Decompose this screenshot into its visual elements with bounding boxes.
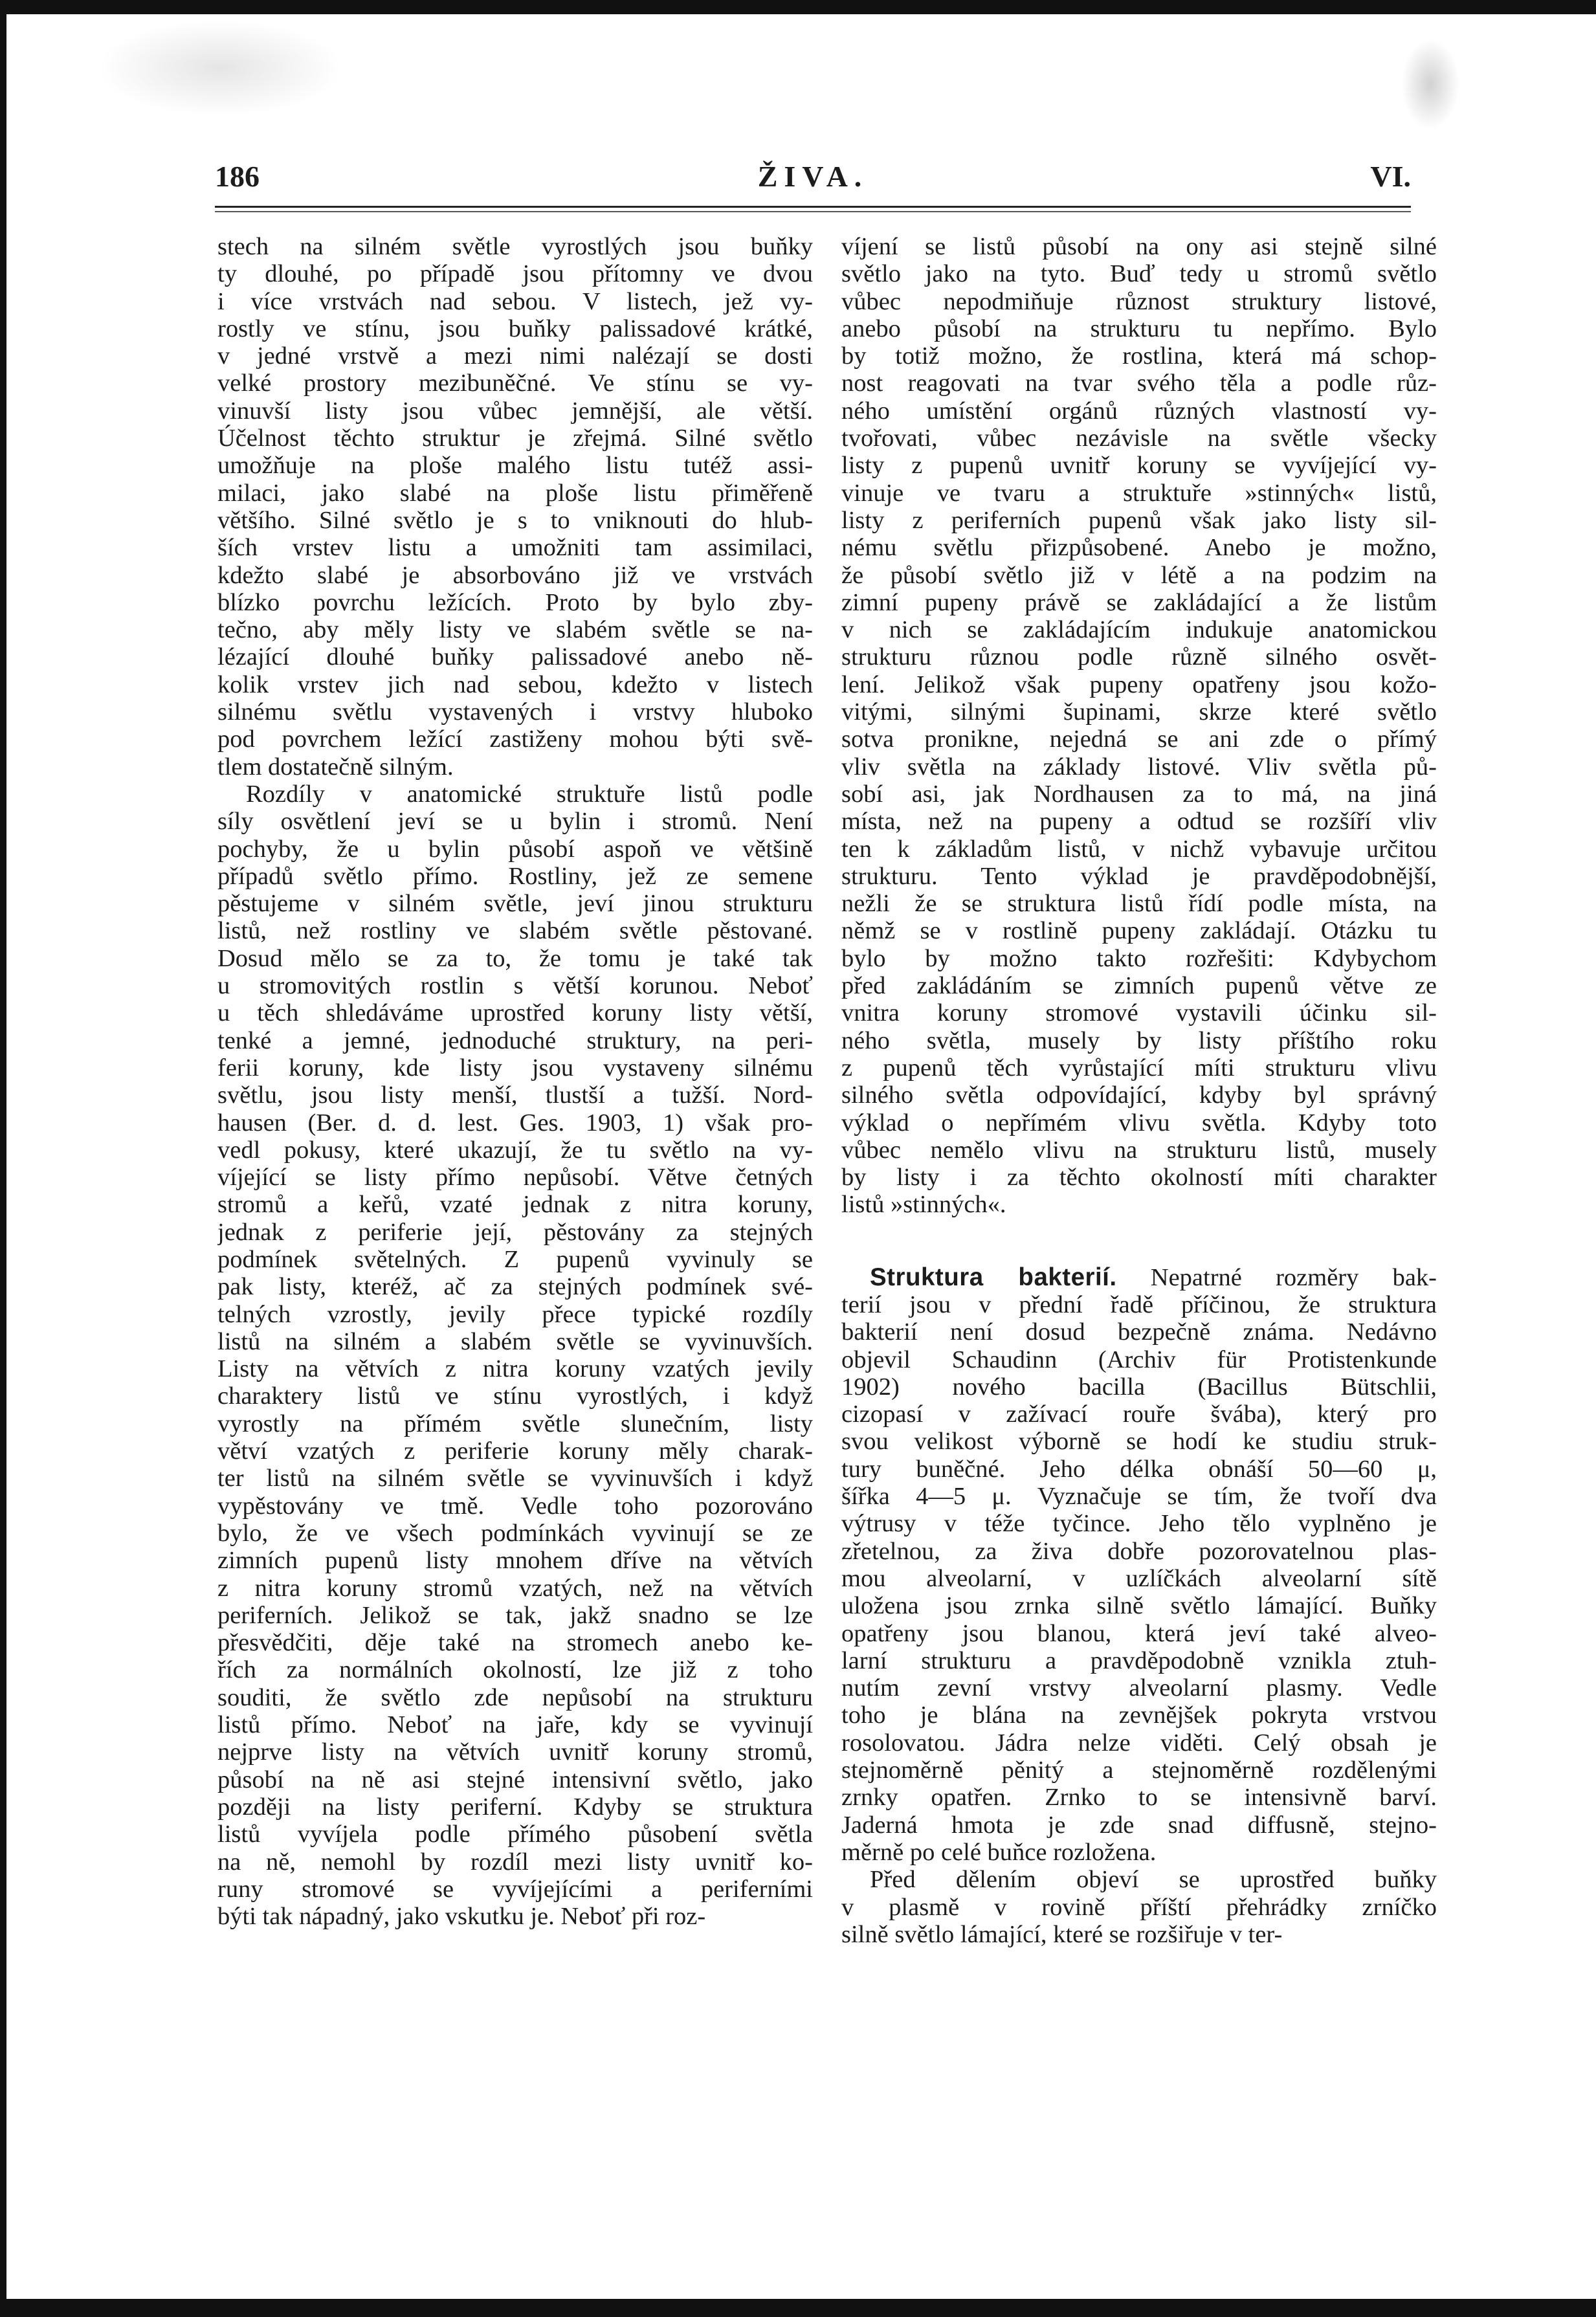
text-line: blízko povrchu ležících. Proto by bylo zby- <box>217 588 813 616</box>
text-line: nežli že se struktura listů řídí podle místa, na <box>841 890 1437 918</box>
text-line: přesvědčiti, děje také na stromech anebo ke- <box>217 1629 813 1657</box>
text-line: že působí světlo již v létě a na podzim na <box>841 561 1437 589</box>
text-line: většího. Silné světlo je s to vniknouti do hlub- <box>217 506 813 534</box>
volume-number: VI. <box>1370 160 1411 193</box>
text-line: toho je blána na zevnějšek pokryta vrstvou <box>841 1702 1437 1729</box>
text-line: později na listy periferní. Kdyby se struktura <box>217 1793 813 1821</box>
text-line: z nitra koruny stromů vzatých, než na větvích <box>217 1574 813 1602</box>
text-line: mou alveolarní, v uzlíčkách alveolarní sítě <box>841 1564 1437 1592</box>
text-line: němž se v rostlině pupeny zakládají. Otázku tu <box>841 917 1437 945</box>
journal-title: ŽIVA. <box>757 160 869 193</box>
text-line: tlem dostatečně silným. <box>217 753 454 781</box>
text-line: ného umístění orgánů různých vlastností vy- <box>841 397 1437 425</box>
text-line: runy stromové se vyvíjejícími a periferními <box>217 1875 813 1903</box>
text-line: ších vrstev listu a umožniti tam assimilaci, <box>217 534 813 562</box>
text-line: ferii koruny, kde listy jsou vystaveny silnému <box>217 1054 813 1081</box>
text-line: Účelnost těchto struktur je zřejmá. Silné světlo <box>217 425 813 452</box>
header-rule <box>215 206 1411 212</box>
text-line: tenké a jemné, jednoduché struktury, na peri- <box>217 1026 813 1054</box>
text-line: nejprve listy na větvích uvnitř koruny stromů, <box>217 1738 813 1766</box>
text-line: vůbec nepodmiňuje různost struktury listové, <box>841 287 1437 315</box>
page-number: 186 <box>215 160 260 193</box>
text-line: velké prostory mezibuněčné. Ve stínu se vy- <box>217 370 813 397</box>
text-line: řích za normálních okolností, lze již z toho <box>217 1656 813 1684</box>
text-line: ného světla, musely by listy příštího roku <box>841 1026 1437 1054</box>
text-line: tvořovati, vůbec nezávisle na světle všecky <box>841 425 1437 452</box>
text-line: víjející se listy přímo nepůsobí. Větve četných <box>217 1164 813 1192</box>
text-line: by totiž možno, že rostlina, která má schop- <box>841 342 1437 370</box>
text-line: listů přímo. Neboť na jaře, kdy se vyvinují <box>217 1711 813 1739</box>
text-line: zimních pupenů listy mnohem dříve na větvích <box>217 1547 813 1575</box>
text-line: vůbec nemělo vlivu na strukturu listů, musely <box>841 1136 1437 1164</box>
text-line: lézající dlouhé buňky palissadové anebo ně- <box>217 643 813 671</box>
text-line: vinuje ve tvaru a struktuře »stinných« listů, <box>841 479 1437 507</box>
text-line: strukturu. Tento výklad je pravděpodobnější, <box>841 862 1437 890</box>
text-line: nost reagovati na tvar svého těla a podle růz- <box>841 370 1437 397</box>
scan-border-left <box>0 0 6 2317</box>
text-line: Dosud mělo se za to, že tomu je také tak <box>217 944 813 972</box>
text-line: listy z periferních pupenů však jako listy sil- <box>841 506 1437 534</box>
text-line: síly osvětlení jeví se u bylin i stromů. Není <box>217 808 813 836</box>
text-line: silnému světlu vystavených i vrstvy hluboko <box>217 698 813 726</box>
text-line: podmínek světelných. Z pupenů vyvinuly se <box>217 1245 813 1273</box>
text-line: opatřeny jsou blanou, která jeví také alveo- <box>841 1619 1437 1647</box>
text-line: lení. Jelikož však pupeny opatřeny jsou kožo- <box>841 671 1437 698</box>
scan-border-top <box>0 0 1596 14</box>
text-line: zřetelnou, za živa dobře pozorovatelnou plas- <box>841 1537 1437 1565</box>
text-line: milaci, jako slabé na ploše listu přiměřeně <box>217 479 813 507</box>
text-line: rosolovatou. Jádra nelze viděti. Celý obsah je <box>841 1729 1437 1757</box>
text-line: býti tak nápadný, jako vskutku je. Neboť při roz- <box>217 1903 706 1931</box>
text-line: bylo, že ve všech podmínkách vyvinují se ze <box>217 1519 813 1547</box>
text-line: nému světlu přizpůsobené. Anebo je možno, <box>841 534 1437 562</box>
text-line: vedl pokusy, které ukazují, že tu světlo na vy- <box>217 1136 813 1164</box>
text-line: vnitra koruny stromové vystavili účinku sil- <box>841 999 1437 1027</box>
text-line: v jedné vrstvě a mezi nimi nalézají se dosti <box>217 342 813 370</box>
text-line: uložena jsou zrnka silně světlo lámající. Buňky <box>841 1592 1437 1620</box>
text-line: pod povrchem ležící zastiženy mohou býti svě- <box>217 726 813 753</box>
text-line: 1902) nového bacilla (Bacillus Bütschlii, <box>841 1373 1437 1401</box>
text-line: ter listů na silném světle se vyvinuvších i když <box>217 1465 813 1492</box>
text-line: larní strukturu a pravděpodobně vznikla ztuh- <box>841 1646 1437 1674</box>
text-line: pěstujeme v silném světle, jeví jinou strukturu <box>217 890 813 918</box>
text-line: charaktery listů ve stínu vyrostlých, i když <box>217 1382 813 1410</box>
section-heading: Struktura bakterií. <box>870 1263 1117 1291</box>
text-line: měrně po celé buňce rozložena. <box>841 1838 1157 1866</box>
text-line: sobí asi, jak Nordhausen za to má, na jiná <box>841 780 1437 808</box>
text-line: stech na silném světle vyrostlých jsou buňky <box>217 233 813 260</box>
text-line: světlo jako na tyto. Buď tedy u stromů světlo <box>841 260 1437 288</box>
text-line: objevil Schaudinn (Archiv für Protistenkunde <box>841 1346 1437 1373</box>
text-line: výklad o nepřímém vlivu světla. Kdyby toto <box>841 1109 1437 1136</box>
text-line: jednak z periferie její, pěstovány za stejných <box>217 1218 813 1246</box>
section-heading-line <box>841 1264 1437 1291</box>
text-line: ten k základům listů, v nichž vybavuje určitou <box>841 835 1437 863</box>
text-line: pak listy, kteréž, ač za stejných podmínek své- <box>217 1273 813 1301</box>
right-column <box>841 233 1437 2184</box>
text-line: stromů a keřů, vzaté jednak z nitra koruny, <box>217 1191 813 1219</box>
text-line: by listy i za těchto okolností míti charakter <box>841 1164 1437 1192</box>
text-line: ty dlouhé, po případě jsou přítomny ve dvou <box>217 260 813 288</box>
text-line: hausen (Ber. d. d. lest. Ges. 1903, 1) však pro- <box>217 1109 813 1136</box>
text-line: vliv světla na základy listové. Vliv světla pů- <box>841 753 1437 781</box>
text-line: listů vyvíjela podle přímého působení světla <box>217 1821 813 1848</box>
text-line: nutím zevní vrstvy alveolarní plasmy. Vedle <box>841 1674 1437 1702</box>
text-line: umožňuje na ploše malého listu tutéž assi- <box>217 452 813 480</box>
text-line: souditi, že světlo zde nepůsobí na strukturu <box>217 1683 813 1711</box>
text-line: telných vzrostly, jevily přece typické rozdíly <box>217 1300 813 1328</box>
text-line: listy z pupenů uvnitř koruny se vyvíjející vy- <box>841 452 1437 480</box>
text-line: světlu, jsou listy menší, tlustší a tužší. Nord- <box>217 1081 813 1109</box>
page-header <box>215 154 1411 199</box>
text-line: svou velikost výborně se hodí ke studiu struk- <box>841 1428 1437 1456</box>
text-line: sotva pronikne, nejedná se ani zde o přímý <box>841 726 1437 753</box>
text-line: i více vrstvách nad sebou. V listech, jež vy- <box>217 287 813 315</box>
scan-border-bottom <box>0 2299 1596 2317</box>
section-heading-continuation: Nepatrné rozměry bak- <box>1116 1263 1437 1291</box>
text-line: zrnky opatřen. Zrnko to se intensivně barví. <box>841 1784 1437 1812</box>
text-line: periferních. Jelikož se tak, jakž snadno se lze <box>217 1601 813 1629</box>
text-line: strukturu různou podle různě silného osvět- <box>841 643 1437 671</box>
text-line: místa, než na pupeny a odtud se rozšíří vliv <box>841 808 1437 836</box>
text-line: u těch shledáváme uprostřed koruny listy větší, <box>217 999 813 1027</box>
text-line: listů, než rostliny ve slabém světle pěstované. <box>217 917 813 945</box>
text-line: silného světla odpovídající, kdyby byl správný <box>841 1081 1437 1109</box>
text-line: u stromovitých rostlin s větší korunou. Neboť <box>217 972 813 1000</box>
text-line: tečno, aby měly listy ve slabém světle se na- <box>217 616 813 644</box>
text-line: vitými, silnými šupinami, skrze které světlo <box>841 698 1437 726</box>
text-line: před zakládáním se zimních pupenů větve ze <box>841 972 1437 1000</box>
text-line: vinuvší listy jsou vůbec jemnější, ale větší. <box>217 397 813 425</box>
text-line: působí na ně asi stejné intensivní světlo, jako <box>217 1766 813 1793</box>
text-line: cizopasí v zažívací rouře švába), který pro <box>841 1401 1437 1428</box>
text-line: listů na silném a slabém světle se vyvinuvších. <box>217 1327 813 1355</box>
left-column <box>217 233 813 2184</box>
text-line: terií jsou v přední řadě příčinou, že struktura <box>841 1291 1437 1318</box>
text-line: zimní pupeny právě se zakládající a že listům <box>841 588 1437 616</box>
text-line: bylo by možno takto rozřešiti: Kdybychom <box>841 944 1437 972</box>
text-line: vypěstovány ve tmě. Vedle toho pozorováno <box>217 1492 813 1520</box>
text-line: větví vzatých z periferie koruny měly charak- <box>217 1437 813 1465</box>
text-line: v nich se zakládajícím indukuje anatomickou <box>841 616 1437 644</box>
text-line: vyrostly na přímém světle slunečním, listy <box>217 1410 813 1437</box>
text-line: případů světlo přímo. Rostliny, jež ze semene <box>217 862 813 890</box>
text-line: na ně, nemohl by rozdíl mezi listy uvnitř ko- <box>217 1848 813 1876</box>
text-line: v plasmě v rovině příští přehrádky zrníčko <box>841 1893 1437 1921</box>
text-line: šířka 4—5 μ. Vyznačuje se tím, že tvoří dva <box>841 1483 1437 1511</box>
section-gap <box>841 1219 1437 1264</box>
text-line: pochyby, že u bylin působí aspoň ve většině <box>217 835 813 863</box>
text-line: rostly ve stínu, jsou buňky palissadové krátké, <box>217 315 813 342</box>
text-line: kdežto slabé je absorbováno již ve vrstvách <box>217 561 813 589</box>
text-line: listů »stinných«. <box>841 1191 1006 1219</box>
text-line: stejnoměrně pěnitý a stejnoměrně rozdělenými <box>841 1757 1437 1784</box>
text-line: Listy na větvích z nitra koruny vzatých jevily <box>217 1355 813 1383</box>
text-line: anebo působí na strukturu tu nepřímo. Bylo <box>841 315 1437 342</box>
scan-smudge <box>97 19 343 116</box>
text-line: tury buněčné. Jeho délka obnáší 50—60 μ, <box>841 1455 1437 1483</box>
text-line: kolik vrstev jich nad sebou, kdežto v listech <box>217 671 813 698</box>
text-line: silně světlo lámající, které se rozšiřuje v ter- <box>841 1920 1283 1948</box>
text-line: Jaderná hmota je zde snad diffusně, stejno- <box>841 1811 1437 1839</box>
text-line: Rozdíly v anatomické struktuře listů podle <box>246 780 813 808</box>
text-line: z pupenů těch vyrůstající míti strukturu vlivu <box>841 1054 1437 1081</box>
text-line: výtrusy v téže tyčince. Jeho tělo vyplněno je <box>841 1510 1437 1538</box>
text-line: bakterií není dosud bezpečně známa. Nedávno <box>841 1318 1437 1346</box>
text-line: Před dělením objeví se uprostřed buňky <box>870 1866 1437 1894</box>
scan-mark <box>1401 39 1459 129</box>
text-line: víjení se listů působí na ony asi stejně silné <box>841 233 1437 260</box>
